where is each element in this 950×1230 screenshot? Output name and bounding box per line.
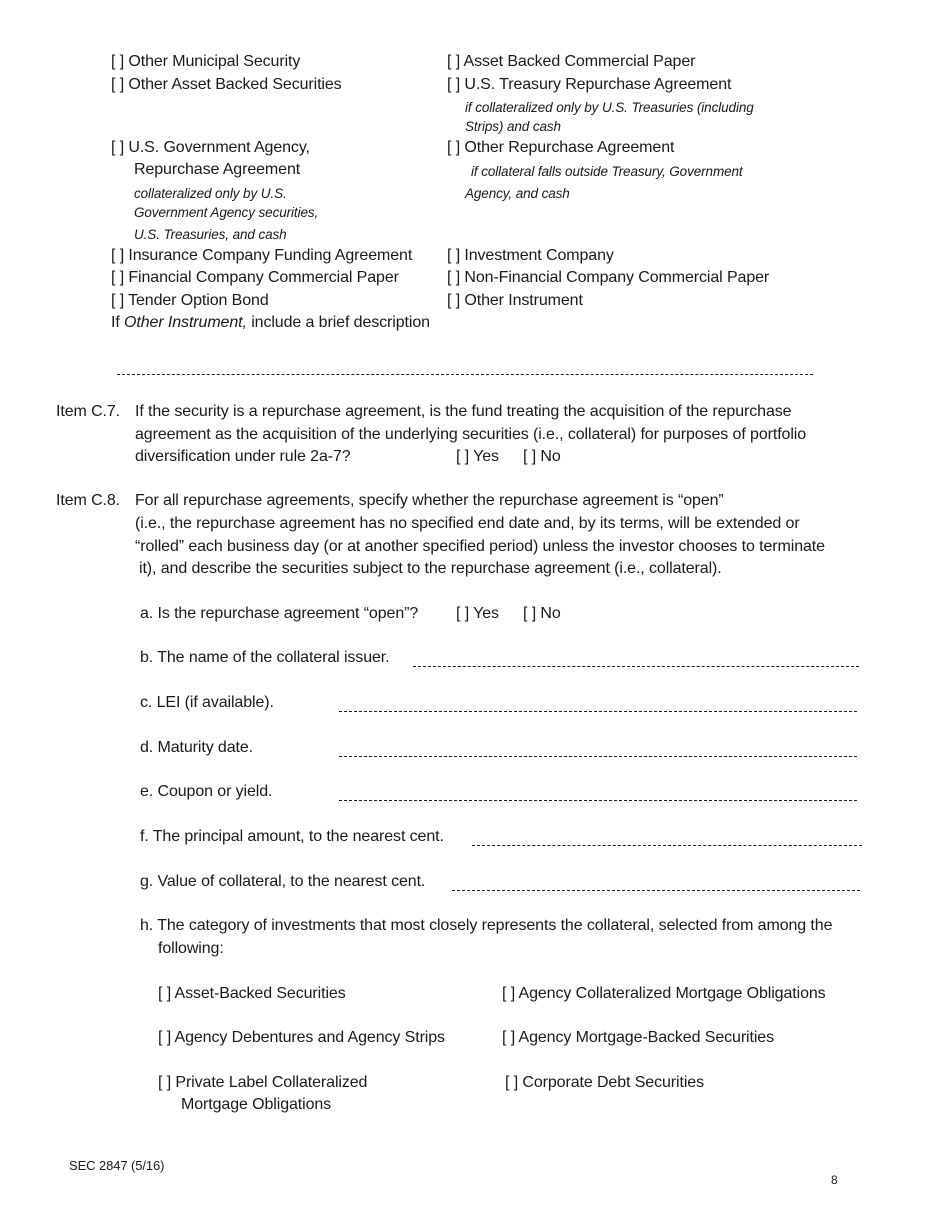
option-agency-cmo[interactable]: [ ] Agency Collateralized Mortgage Obligations [502,985,826,1002]
option-insurance-funding-agreement[interactable]: [ ] Insurance Company Funding Agreement [111,247,413,264]
item-c8a-no-checkbox[interactable]: [ ] No [523,605,561,622]
option-us-government-agency-repo-cont: Repurchase Agreement [134,161,301,178]
collateral-issuer-field[interactable] [413,666,859,667]
option-non-financial-commercial-paper[interactable]: [ ] Non-Financial Company Commercial Paper [447,269,770,286]
item-c8f-label: f. The principal amount, to the nearest cent. [140,828,444,845]
item-c8c-label: c. LEI (if available). [140,694,274,711]
item-c7-label: Item C.7. [56,403,121,420]
item-c7-question: If the security is a repurchase agreement, is the fund treating the acquisition of the repurchase [135,403,792,420]
item-c7-yes-checkbox[interactable]: [ ] Yes [456,448,499,465]
maturity-date-field[interactable] [339,756,857,757]
option-other-municipal-security[interactable]: [ ] Other Municipal Security [111,53,301,70]
option-other-repo[interactable]: [ ] Other Repurchase Agreement [447,139,675,156]
item-c7-no-checkbox[interactable]: [ ] No [523,448,561,465]
item-c8-question: For all repurchase agreements, specify whether the repurchase agreement is “open” [135,492,724,509]
item-c8h-label-cont: following: [158,940,224,957]
option-us-treasury-repo[interactable]: [ ] U.S. Treasury Repurchase Agreement [447,76,732,93]
option-private-label-cmo-cont: Mortgage Obligations [181,1096,332,1113]
us-treasury-repo-note: Strips) and cash [465,119,561,134]
option-other-asset-backed-securities[interactable]: [ ] Other Asset Backed Securities [111,76,342,93]
option-corporate-debt-securities[interactable]: [ ] Corporate Debt Securities [505,1074,704,1091]
page-number: 8 [831,1173,838,1187]
item-c7-question: diversification under rule 2a-7? [135,448,351,465]
item-c8-label: Item C.8. [56,492,121,509]
us-treasury-repo-note: if collateralized only by U.S. Treasuries (including [465,100,754,115]
option-agency-debentures-strips[interactable]: [ ] Agency Debentures and Agency Strips [158,1029,445,1046]
principal-amount-field[interactable] [472,845,862,846]
us-gov-agency-note: Government Agency securities, [134,205,319,220]
item-c7-question: agreement as the acquisition of the underlying securities (i.e., collateral) for purposes of portfolio [135,426,807,443]
us-gov-agency-note: U.S. Treasuries, and cash [134,227,287,242]
option-other-instrument[interactable]: [ ] Other Instrument [447,292,583,309]
item-c8-question: it), and describe the securities subject to the repurchase agreement (i.e., collateral). [139,560,722,577]
option-investment-company[interactable]: [ ] Investment Company [447,247,614,264]
item-c8h-label: h. The category of investments that most closely represents the collateral, selected from among the [140,917,833,934]
item-c8a-yes-checkbox[interactable]: [ ] Yes [456,605,499,622]
collateral-value-field[interactable] [452,890,860,891]
item-c8-question: “rolled” each business day (or at another specified period) unless the investor chooses to terminate [135,538,825,555]
option-asset-backed-commercial-paper[interactable]: [ ] Asset Backed Commercial Paper [447,53,696,70]
other-repo-note: if collateral falls outside Treasury, Government [471,164,743,179]
coupon-yield-field[interactable] [339,800,857,801]
other-repo-note: Agency, and cash [465,186,570,201]
option-tender-option-bond[interactable]: [ ] Tender Option Bond [111,292,269,309]
option-asset-backed-securities[interactable]: [ ] Asset-Backed Securities [158,985,346,1002]
option-agency-mbs[interactable]: [ ] Agency Mortgage-Backed Securities [502,1029,774,1046]
item-c8b-label: b. The name of the collateral issuer. [140,649,390,666]
item-c8e-label: e. Coupon or yield. [140,783,273,800]
lei-field[interactable] [339,711,857,712]
item-c8d-label: d. Maturity date. [140,739,254,756]
item-c8g-label: g. Value of collateral, to the nearest cent. [140,873,426,890]
item-c8a-label: a. Is the repurchase agreement “open”? [140,605,419,622]
form-identifier: SEC 2847 (5/16) [69,1158,165,1173]
item-c8-question: (i.e., the repurchase agreement has no specified end date and, by its terms, will be extended or [135,515,800,532]
other-instrument-description-label: If Other Instrument, include a brief description [111,314,430,331]
option-financial-commercial-paper[interactable]: [ ] Financial Company Commercial Paper [111,269,399,286]
other-instrument-description-field[interactable] [117,374,813,375]
us-gov-agency-note: collateralized only by U.S. [134,186,287,201]
option-us-government-agency-repo[interactable]: [ ] U.S. Government Agency, [111,139,310,156]
option-private-label-cmo[interactable]: [ ] Private Label Collateralized [158,1074,368,1091]
